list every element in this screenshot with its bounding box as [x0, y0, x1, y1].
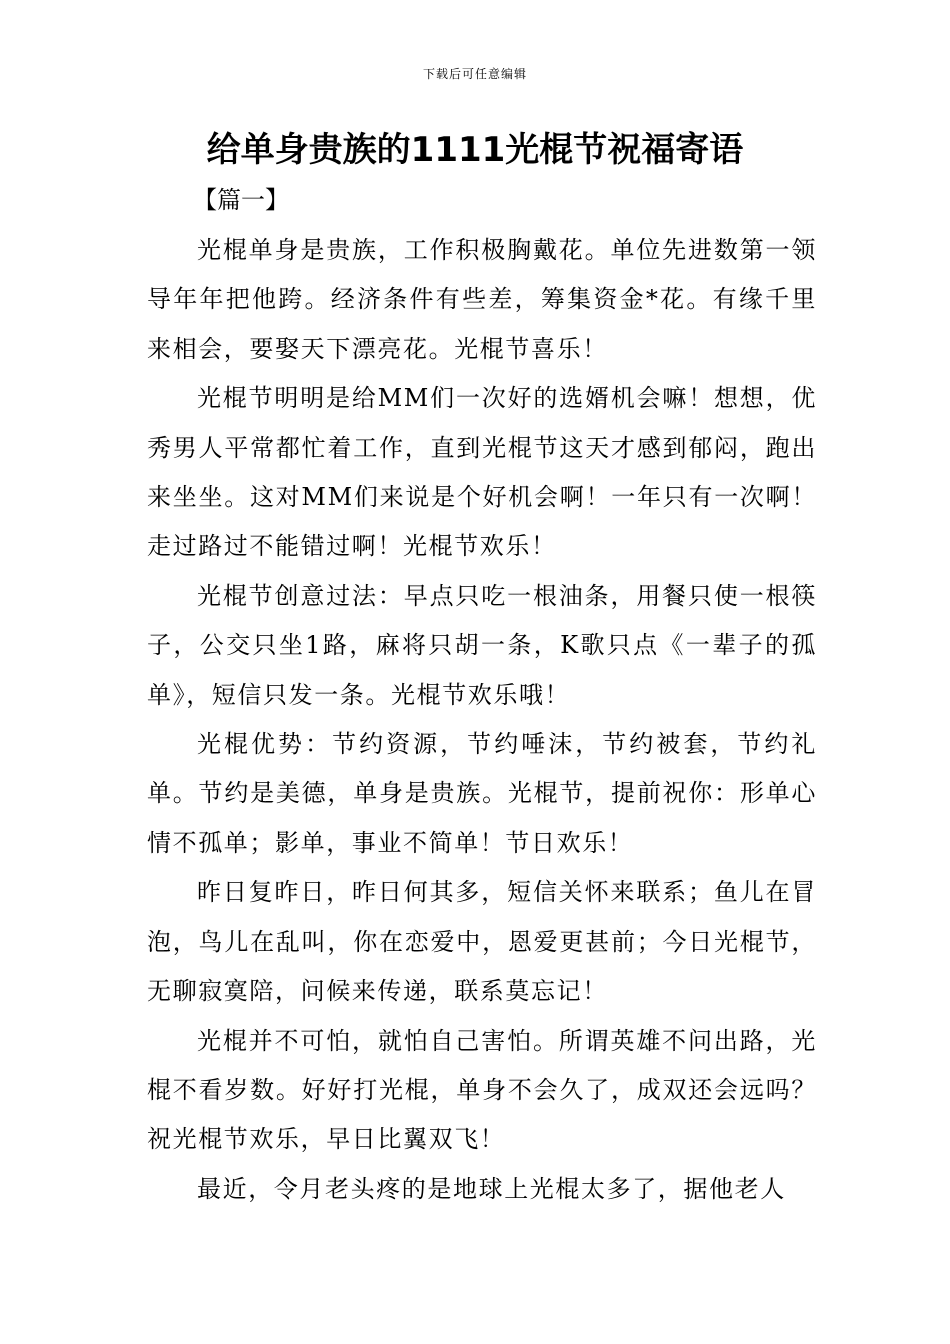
document-title: 给单身贵族的1111光棍节祝福寄语 — [206, 130, 744, 170]
paragraph: 光棍并不可怕，就怕自己害怕。所谓英雄不问出路，光棍不看岁数。好好打光棍，单身不会久了，成双还会远吗？祝光棍节欢乐，早日比翼双飞！ — [147, 1026, 817, 1154]
paragraph: 最近，令月老头疼的是地球上光棍太多了，据他老人 — [197, 1174, 786, 1203]
body-text — [147, 226, 817, 1214]
paragraph: 光棍节创意过法：早点只吃一根油条，用餐只使一根筷子，公交只坐1路，麻将只胡一条，K歌只点《一辈子的孤单》，短信只发一条。光棍节欢乐哦！ — [147, 581, 817, 709]
paragraph: 光棍单身是贵族，工作积极胸戴花。单位先进数第一领导年年把他跨。经济条件有些差，筹集资金*花。有缘千里来相会，要娶天下漂亮花。光棍节喜乐！ — [147, 236, 817, 363]
section-label: 【篇一】 — [193, 186, 289, 214]
header-note: 下载后可任意编辑 — [422, 67, 527, 81]
paragraph: 光棍优势：节约资源，节约唾沫，节约被套，节约礼单。节约是美德，单身是贵族。光棍节，提前祝你：形单心情不孤单；影单，事业不简单！节日欢乐！ — [147, 730, 817, 857]
paragraph: 光棍节明明是给MM们一次好的选婿机会嘛！想想，优秀男人平常都忙着工作，直到光棍节这天才感到郁闷，跑出来坐坐。这对MM们来说是个好机会啊！一年只有一次啊！走过路过不能错过啊！光棍节欢乐！ — [147, 384, 817, 561]
paragraph: 昨日复昨日，昨日何其多，短信关怀来联系；鱼儿在冒泡，鸟儿在乱叫，你在恋爱中，恩爱更甚前；今日光棍节，无聊寂寞陪，问候来传递，联系莫忘记！ — [147, 878, 817, 1006]
